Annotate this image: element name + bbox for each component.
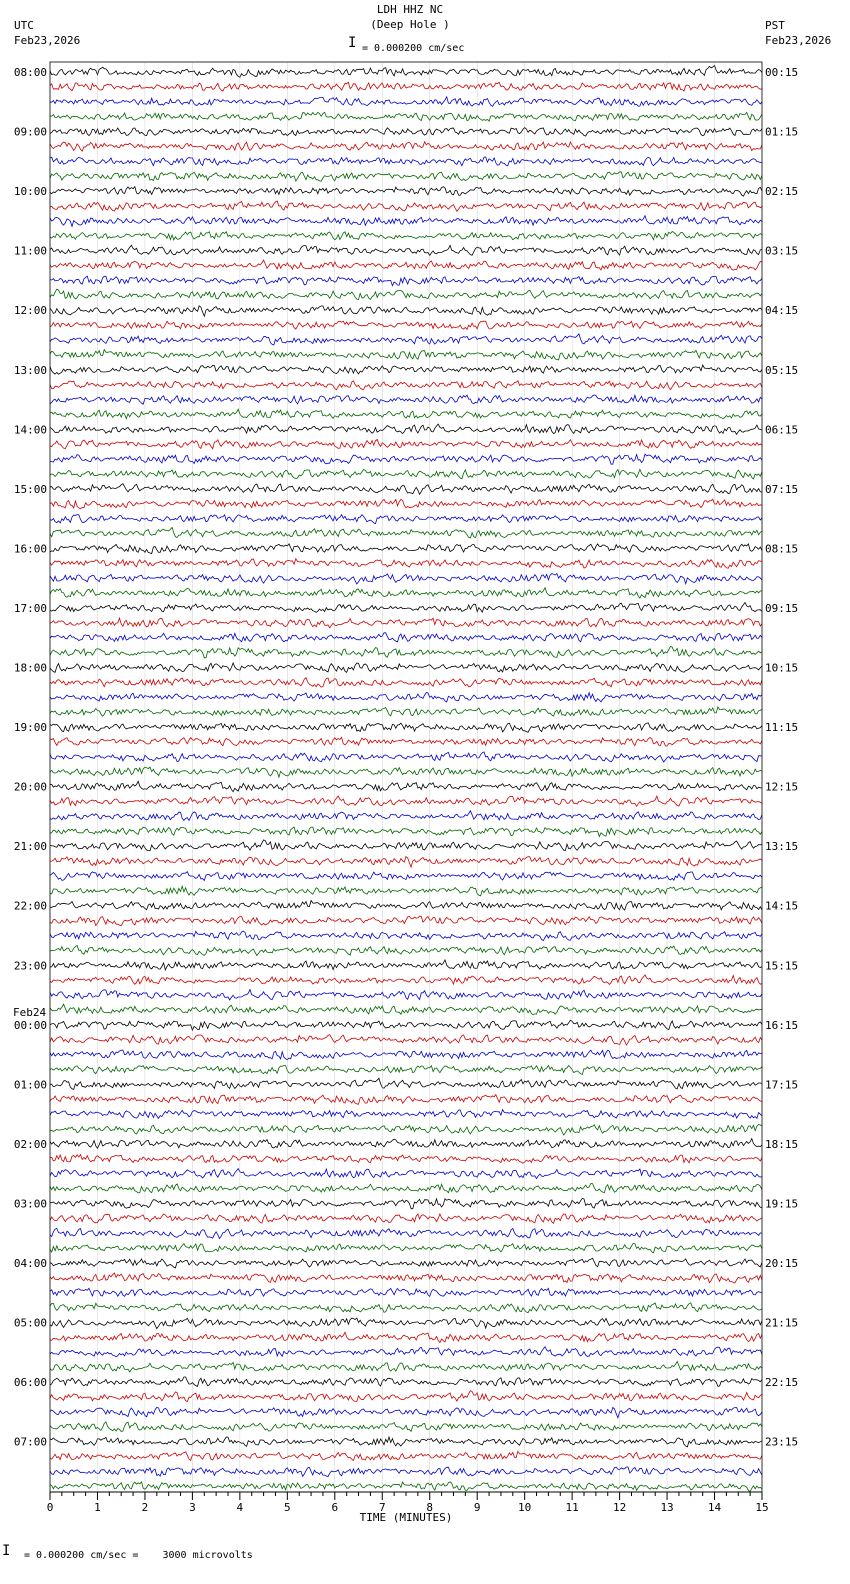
- seismic-trace: [50, 990, 762, 1000]
- right-hour-label: 18:15: [765, 1137, 799, 1151]
- seismic-trace: [50, 737, 762, 746]
- x-tick-label: 6: [331, 1501, 339, 1514]
- seismic-trace: [50, 1422, 762, 1432]
- seismic-trace: [50, 365, 762, 374]
- seismic-trace: [50, 1303, 762, 1313]
- seismic-trace: [50, 1362, 762, 1373]
- station-title: LDH HHZ NC: [376, 3, 444, 16]
- right-hour-label: 20:15: [765, 1257, 799, 1270]
- left-hour-label: 03:00: [13, 1197, 47, 1211]
- seismic-trace: [50, 306, 762, 316]
- seismic-trace: [50, 559, 762, 569]
- seismic-trace: [50, 603, 762, 613]
- seismic-trace: [50, 469, 762, 479]
- plot-frame: [50, 62, 762, 1492]
- right-hour-label: 19:15: [765, 1197, 799, 1211]
- seismic-trace: [50, 1258, 762, 1268]
- left-hour-label: 10:00: [13, 185, 47, 199]
- seismic-trace: [50, 840, 762, 851]
- left-hour-label: 17:00: [13, 601, 47, 615]
- left-hour-label: 13:00: [13, 363, 47, 377]
- right-hour-label: 09:15: [765, 601, 799, 615]
- left-hour-label: 08:00: [13, 66, 47, 79]
- seismic-trace: [50, 960, 762, 970]
- left-hour-label: 06:00: [13, 1376, 47, 1390]
- x-tick-label: 0: [46, 1501, 54, 1514]
- scale-text: = 0.000200 cm/sec: [362, 43, 465, 54]
- right-hour-label: 15:15: [765, 959, 799, 973]
- left-hour-label: 16:00: [13, 542, 47, 556]
- seismic-trace: [50, 201, 762, 211]
- x-tick-label: 2: [141, 1501, 149, 1514]
- seismic-trace: [50, 350, 762, 360]
- right-hour-label: 23:15: [765, 1435, 799, 1449]
- seismic-trace: [50, 232, 762, 241]
- seismic-trace: [50, 484, 762, 495]
- seismic-trace: [50, 216, 762, 227]
- left-date: Feb23,2026: [14, 34, 81, 47]
- seismic-trace: [50, 66, 762, 78]
- seismic-trace: [50, 1318, 762, 1329]
- seismic-trace: [50, 618, 762, 628]
- seismic-trace: [50, 1004, 762, 1014]
- seismic-trace: [50, 1155, 762, 1164]
- seismic-trace: [50, 723, 762, 732]
- seismic-trace: [50, 1110, 762, 1119]
- seismic-trace: [50, 527, 762, 538]
- seismic-trace: [50, 646, 762, 657]
- scale-bar-icon: I: [348, 35, 357, 51]
- seismic-trace: [50, 1288, 762, 1296]
- right-date: Feb23,2026: [765, 34, 832, 47]
- seismic-trace: [50, 1035, 762, 1046]
- seismic-trace: [50, 439, 762, 448]
- seismic-trace: [50, 112, 762, 121]
- date-change-label: Feb24: [13, 1005, 47, 1019]
- seismic-trace: [50, 1482, 762, 1492]
- left-hour-label: 00:00: [13, 1018, 47, 1032]
- left-hour-label: 12:00: [13, 304, 47, 318]
- seismic-trace: [50, 574, 762, 585]
- seismic-trace: [50, 752, 762, 762]
- x-tick-label: 3: [189, 1501, 196, 1514]
- seismic-trace: [50, 633, 762, 642]
- seismic-trace: [50, 1377, 762, 1386]
- seismic-trace: [50, 796, 762, 806]
- footer-scale-note: = 0.000200 cm/sec = 3000 microvolts: [24, 1550, 253, 1561]
- seismic-trace: [50, 334, 762, 345]
- x-tick-label: 13: [660, 1501, 674, 1514]
- seismic-trace: [50, 97, 762, 107]
- seismic-trace: [50, 499, 762, 509]
- seismic-trace: [50, 916, 762, 926]
- x-tick-label: 11: [565, 1501, 579, 1514]
- left-hour-label: 18:00: [13, 661, 47, 675]
- right-hour-label: 07:15: [765, 482, 799, 496]
- seismic-trace: [50, 1169, 762, 1179]
- left-hour-label: 14:00: [13, 423, 47, 437]
- footer-scale-icon: I: [2, 1543, 11, 1559]
- x-tick-label: 9: [473, 1501, 481, 1514]
- station-location: (Deep Hole ): [370, 18, 450, 31]
- left-hour-label: 01:00: [13, 1078, 47, 1092]
- seismic-trace: [50, 82, 762, 91]
- seismic-trace: [50, 1451, 762, 1460]
- seismic-trace: [50, 588, 762, 598]
- right-hour-label: 13:15: [765, 840, 799, 854]
- seismic-trace: [50, 886, 762, 896]
- seismic-trace: [50, 1125, 762, 1136]
- seismic-trace: [50, 1095, 762, 1105]
- seismic-trace: [50, 872, 762, 881]
- left-hour-label: 05:00: [13, 1316, 47, 1330]
- seismic-trace: [50, 678, 762, 688]
- seismic-trace: [50, 931, 762, 941]
- x-tick-label: 7: [378, 1501, 386, 1514]
- seismic-trace: [50, 1139, 762, 1149]
- seismic-trace: [50, 663, 762, 672]
- right-hour-label: 06:15: [765, 423, 799, 437]
- right-hour-label: 21:15: [765, 1316, 799, 1330]
- seismic-trace: [50, 321, 762, 329]
- seismic-trace: [50, 707, 762, 716]
- right-hour-label: 12:15: [765, 780, 799, 794]
- seismic-trace: [50, 857, 762, 867]
- right-hour-label: 10:15: [765, 661, 799, 675]
- x-tick-label: 15: [755, 1501, 769, 1514]
- seismic-trace: [50, 157, 762, 166]
- seismic-trace: [50, 1347, 762, 1357]
- left-hour-label: 22:00: [13, 899, 47, 913]
- seismic-trace: [50, 1467, 762, 1477]
- x-tick-label: 8: [426, 1501, 434, 1514]
- left-hour-label: 20:00: [13, 780, 47, 794]
- seismic-trace: [50, 901, 762, 911]
- x-tick-label: 5: [284, 1501, 291, 1514]
- right-timezone: PST: [765, 19, 785, 32]
- seismic-trace: [50, 827, 762, 837]
- seismic-trace: [50, 946, 762, 956]
- seismic-trace: [50, 811, 762, 821]
- right-hour-label: 22:15: [765, 1376, 799, 1390]
- seismic-trace: [50, 1407, 762, 1417]
- x-tick-label: 1: [94, 1501, 101, 1514]
- seismic-trace: [50, 1228, 762, 1238]
- seismic-trace: [50, 1066, 762, 1075]
- left-hour-label: 09:00: [13, 125, 47, 139]
- seismic-trace: [50, 409, 762, 419]
- seismic-trace: [50, 289, 762, 299]
- seismic-trace: [50, 1214, 762, 1223]
- seismic-trace: [50, 172, 762, 182]
- seismic-trace: [50, 187, 762, 197]
- right-hour-label: 05:15: [765, 363, 799, 377]
- x-tick-label: 10: [518, 1501, 532, 1514]
- seismic-trace: [50, 1020, 762, 1030]
- seismic-trace: [50, 1184, 762, 1193]
- seismic-trace: [50, 454, 762, 464]
- left-hour-label: 04:00: [13, 1257, 47, 1270]
- seismic-trace: [50, 381, 762, 390]
- seismic-trace: [50, 276, 762, 286]
- seismic-trace: [50, 693, 762, 702]
- x-tick-label: 14: [707, 1501, 722, 1514]
- seismic-trace: [50, 781, 762, 791]
- seismic-trace: [50, 1050, 762, 1060]
- right-hour-label: 02:15: [765, 185, 799, 199]
- seismic-trace: [50, 142, 762, 151]
- seismic-trace: [50, 1391, 762, 1402]
- seismic-trace: [50, 245, 762, 255]
- x-tick-label: 12: [612, 1501, 627, 1514]
- right-hour-label: 17:15: [765, 1078, 799, 1092]
- right-hour-label: 04:15: [765, 304, 799, 318]
- left-hour-label: 02:00: [13, 1137, 47, 1151]
- seismic-trace: [50, 1273, 762, 1283]
- seismic-trace: [50, 1198, 762, 1208]
- left-hour-label: 21:00: [13, 840, 47, 854]
- left-hour-label: 11:00: [13, 244, 47, 258]
- left-hour-label: 19:00: [13, 721, 47, 735]
- right-hour-label: 01:15: [765, 125, 799, 139]
- left-hour-label: 07:00: [13, 1435, 47, 1449]
- seismic-trace: [50, 544, 762, 554]
- right-hour-label: 08:15: [765, 542, 799, 556]
- seismic-trace: [50, 975, 762, 984]
- seismic-trace: [50, 1332, 762, 1342]
- right-hour-label: 00:15: [765, 66, 799, 79]
- right-hour-label: 03:15: [765, 244, 799, 258]
- seismic-trace: [50, 1437, 762, 1447]
- x-axis-label: TIME (MINUTES): [359, 1511, 453, 1524]
- seismic-trace: [50, 395, 762, 404]
- seismic-trace: [50, 260, 762, 270]
- left-timezone: UTC: [14, 19, 34, 32]
- seismic-trace: [50, 128, 762, 136]
- left-hour-label: 23:00: [13, 959, 47, 973]
- right-hour-label: 11:15: [765, 721, 799, 735]
- seismic-trace: [50, 1243, 762, 1252]
- seismic-trace: [50, 515, 762, 524]
- right-hour-label: 14:15: [765, 899, 799, 913]
- seismic-trace: [50, 424, 762, 434]
- x-tick-label: 4: [236, 1501, 244, 1514]
- seismic-trace: [50, 1078, 762, 1089]
- right-hour-label: 16:15: [765, 1018, 799, 1032]
- left-hour-label: 15:00: [13, 482, 47, 496]
- seismic-trace: [50, 767, 762, 777]
